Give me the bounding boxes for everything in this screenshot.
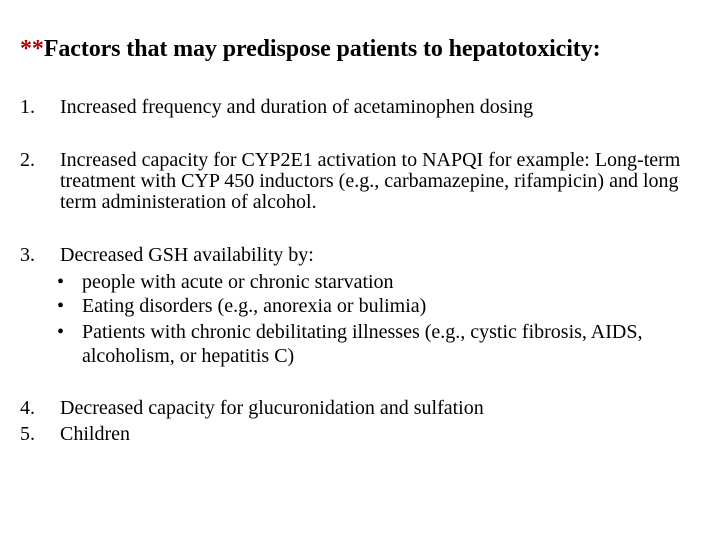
sub-item-text: people with acute or chronic starvation: [82, 271, 394, 293]
item-number: 3.: [20, 244, 35, 266]
sub-item-text: Patients with chronic debilitating illnesses (e.g., cystic fibrosis, AIDS, alcoholism, or hepatitis C): [82, 321, 643, 367]
item-text: Children: [60, 423, 130, 445]
item-text: Increased capacity for CYP2E1 activation to NAPQI for example: Long-term treatment with CYP 450 inductors (e.g., carbamazepine, rifampicin) and long term administeration of alcohol.: [60, 149, 681, 213]
sub-item-text: Eating disorders (e.g., anorexia or bulimia): [82, 295, 427, 317]
bullet-icon: •: [57, 271, 65, 293]
page-title: [20, 36, 601, 63]
item-number: 5.: [20, 423, 35, 445]
item-number: 1.: [20, 96, 35, 118]
bullet-icon: •: [57, 295, 65, 317]
item-number: 4.: [20, 397, 35, 419]
item-text: Increased frequency and duration of acetaminophen dosing: [60, 96, 534, 118]
title-text: Factors that may predispose patients to hepatotoxicity:: [43, 36, 601, 62]
item-text: Decreased capacity for glucuronidation and sulfation: [60, 397, 484, 419]
bullet-icon: •: [57, 321, 65, 343]
item-text: Decreased GSH availability by:: [60, 244, 314, 266]
item-number: 2.: [20, 149, 35, 171]
title-stars: **: [20, 36, 44, 62]
